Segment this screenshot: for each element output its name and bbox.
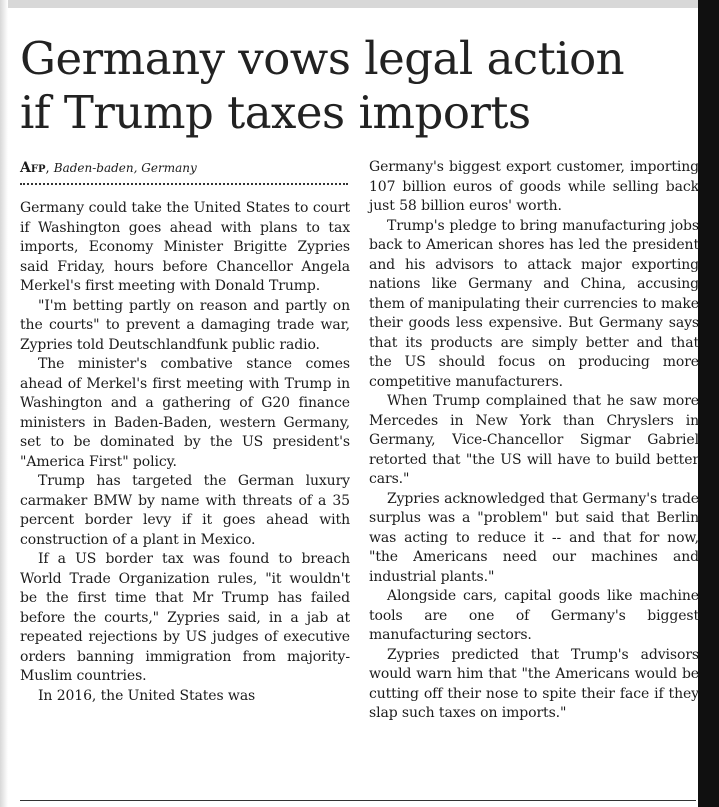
dotted-divider bbox=[20, 183, 348, 185]
paragraph: Zypries acknowledged that Germany's trade surplus was a "problem" but said that Berlin was acting to reduce it -- and that for now, "the Americans need our machines and industrial plants." bbox=[369, 490, 699, 585]
byline: Afp, Baden-baden, Germany bbox=[20, 160, 197, 176]
scan-edge-right bbox=[698, 0, 719, 807]
paragraph: Germany's biggest export customer, importing 107 billion euros of goods while selling back just 58 billion euros' worth. bbox=[369, 159, 699, 214]
paragraph: If a US border tax was found to breach World Trade Organization rules, "it wouldn't be the first time that Mr Trump has failed before the courts," Zypries said, in a jab at repeated rejections by US judges of executive orders banning immigration from majority-Muslim countries. bbox=[20, 551, 350, 684]
paragraph: Germany could take the United States to court if Washington goes ahead with plans to tax imports, Economy Minister Brigitte Zypries said Friday, hours before Chancellor Angela Merkel's first meeting with Donald Trump. bbox=[20, 200, 350, 294]
scan-edge-top bbox=[0, 0, 698, 8]
paragraph: In 2016, the United States was bbox=[38, 687, 256, 704]
article-column-2 bbox=[369, 158, 699, 724]
paragraph: Trump's pledge to bring manufacturing jobs back to American shores has led the president and his advisors to attack major exporting nations like Germany and China, accusing them of manipulating their currencies to make their goods less expensive. But Germany says that its products are simply better and that the US should focus on producing more competitive manufacturers. bbox=[369, 217, 699, 390]
paragraph: Alongside cars, capital goods like machine tools are one of Germany's biggest manufacturing sectors. bbox=[369, 588, 699, 643]
paragraph: "I'm betting partly on reason and partly on the courts" to prevent a damaging trade war, Zypries told Deutschlandfunk public radio. bbox=[20, 297, 350, 353]
headline bbox=[20, 32, 696, 140]
paragraph: Trump has targeted the German luxury carmaker BMW by name with threats of a 35 percent border levy if it goes ahead with construction of a plant in Mexico. bbox=[20, 473, 350, 548]
bottom-rule bbox=[20, 800, 696, 801]
article-column-1 bbox=[20, 199, 350, 706]
scan-edge-left bbox=[0, 0, 8, 807]
paragraph: Zypries predicted that Trump's advisors would warn him that "the Americans would be cutting off their nose to spite their face if they slap such taxes on imports." bbox=[369, 646, 699, 721]
byline-place: Baden-baden, Germany bbox=[53, 161, 197, 175]
headline-line-1: Germany vows legal action bbox=[20, 32, 625, 85]
headline-line-2: if Trump taxes imports bbox=[20, 86, 531, 139]
paragraph: The minister's combative stance comes ahead of Merkel's first meeting with Trump in Washington and a gathering of G20 finance ministers in Baden-Baden, western Germany, set to be dominated by the US president's "America First" policy. bbox=[20, 356, 350, 470]
byline-agency: Afp bbox=[20, 160, 46, 176]
paragraph: When Trump complained that he saw more Mercedes in New York than Chryslers in Germany, Vice-Chancellor Sigmar Gabriel retorted that "the US will have to build better cars." bbox=[369, 393, 699, 487]
